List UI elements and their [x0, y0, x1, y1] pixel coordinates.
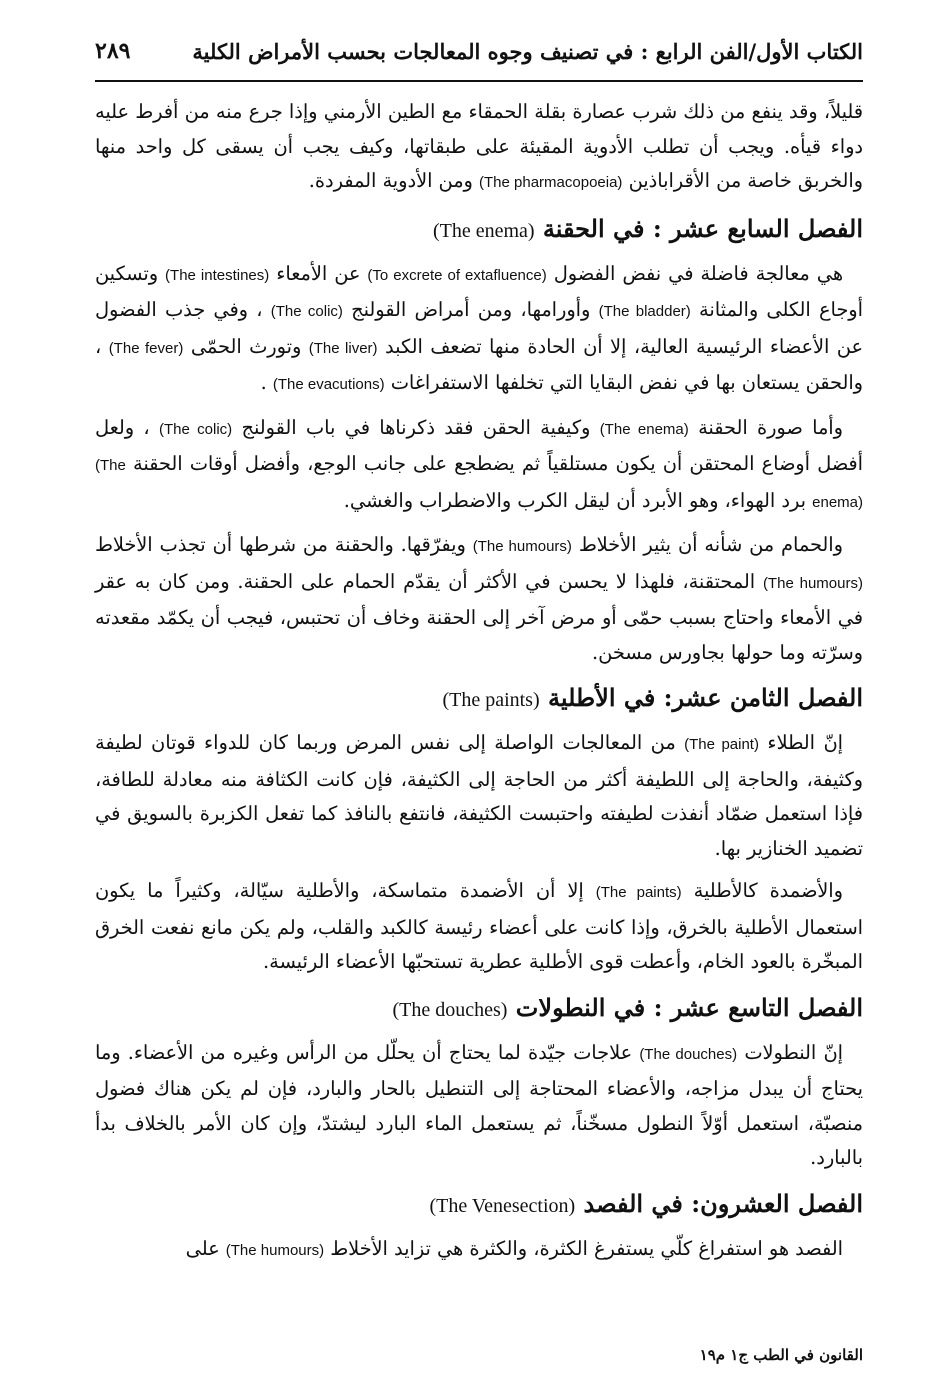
text-run: برد الهواء، وهو الأبرد أن ليقل الكرب والاضطراب والغشي.: [343, 488, 806, 512]
paragraph: [95, 257, 863, 403]
heading-arabic: الفصل التاسع عشر : في النطولات: [515, 992, 863, 1022]
text-run: والأضمدة كالأطلية: [693, 879, 843, 902]
page-number: ٢٨٩: [95, 38, 131, 64]
text-run: .: [260, 371, 267, 394]
paragraph: [95, 95, 863, 201]
text-run: ومن الأدوية المفردة.: [308, 169, 473, 192]
text-run: وتسكين أوجاع الكلى والمثانة: [95, 261, 863, 321]
english-term: (To excrete of extafluence): [367, 266, 547, 284]
text-run: وأما صورة الحقنة: [698, 415, 843, 439]
text-run: وأورامها، ومن أمراض القولنج: [351, 298, 591, 321]
english-term: (The bladder): [598, 303, 691, 320]
text-run: ويفرّقها. والحقنة من شرطها أن تجذب الأخلاط: [95, 533, 466, 556]
section-heading-20: [95, 1184, 863, 1226]
heading-arabic: الفصل الثامن عشر: في الأطلية: [547, 683, 863, 712]
text-run: والحمام من شأنه أن يثير الأخلاط: [578, 533, 843, 556]
text-run: المحتقنة، فلهذا لا يحسن في الأكثر أن يقدّم الحمام على الحقنة. ومن كان به عقر في الأمعاء واحتاج بسبب حمّى أو مرض آخر إلى الحقنة وخاف أن تحتبس، فيجب أن يكمّد مقعدته وسرّته وما حولها بجاورس مسخن.: [95, 569, 863, 664]
text-run: ، ولعل أفضل أوضاع المحتقن أن يكون مستلقياً ثم يضطجع على جانب الوجع، وأفضل أوقات الحقنة: [95, 415, 863, 475]
english-term: (The fever): [108, 339, 184, 357]
paragraph: [95, 874, 863, 980]
heading-english: (The Venesection): [429, 1194, 576, 1217]
english-term: (The paints): [595, 884, 682, 901]
text-run: إنّ الطلاء: [767, 731, 843, 754]
english-term: (The humours): [225, 1241, 325, 1259]
english-term: (The liver): [308, 339, 378, 357]
english-term: (The paint): [684, 736, 759, 753]
section-heading-19: [95, 988, 863, 1030]
text-run: ، والحقن يستعان بها في نفض البقايا التي تخلفها الاستفراغات: [95, 334, 863, 394]
running-head-title: الكتاب الأول/الفن الرابع : في تصنيف وجوه المعالجات بحسب الأمراض الكلية: [192, 38, 863, 64]
english-term: (The intestines): [165, 266, 270, 284]
text-run: إلا أن الأضمدة متماسكة، والأطلية سيّالة، وكثيراً ما يكون استعمال الأطلية بالخرق، وإذا كانت على أعضاء رئيسة كالكبد والقلب، ولم يكن مانع نفعت الخرق المبخّرة بالعود الخام، وأعطت قوى الأطلية عطرية تستحبّها الأعضاء الرئيسة.: [95, 879, 863, 973]
text-run: هي معالجة فاضلة في نفض الفضول: [553, 261, 843, 285]
heading-english: (The paints): [442, 689, 540, 711]
english-term: (The evacutions): [272, 376, 385, 393]
heading-arabic: الفصل السابع عشر : في الحقنة: [542, 213, 863, 243]
paragraph: [95, 726, 863, 866]
page-body: [95, 95, 863, 1276]
text-run: على: [185, 1236, 220, 1260]
paragraph: [95, 1036, 863, 1176]
text-run: الفصد هو استفراغ كلّي يستفرغ الكثرة، والكثرة هي تزايد الأخلاط: [330, 1236, 843, 1260]
english-term: (The enema): [95, 457, 863, 511]
heading-arabic: الفصل العشرون: في الفصد: [583, 1188, 863, 1218]
header-rule: [95, 80, 863, 82]
text-run: علاجات جيّدة لما يحتاج أن يحلّل من الرأس وغيره من الأعضاء. وما يحتاج أن يبدل مزاجه، والأعضاء المحتاجة إلى التنطيل بالحار والبارد، فإن لم يكن هناك فضول منصبّة، استعمل أوّلاً النطول مسخّناً، ثم يستعمل الماء البارد ليشتدّ، وإن كان الأمر بالخلاف بدأ بالبارد.: [95, 1040, 863, 1169]
heading-english: (The douches): [392, 998, 508, 1021]
english-term: (The colic): [158, 420, 233, 438]
text-run: وتورث الحمّى: [190, 334, 302, 358]
running-head: [95, 28, 863, 74]
english-term: (The pharmacopoeia): [479, 174, 623, 191]
text-run: عن الأمعاء: [276, 261, 361, 285]
english-term: (The humours): [472, 538, 572, 555]
section-heading-18: [95, 678, 863, 720]
text-run: إنّ النطولات: [744, 1040, 843, 1064]
paragraph: [95, 411, 863, 521]
page-footer: القانون في الطب ج١ م١٩: [699, 1346, 863, 1364]
text-run: من المعالجات الواصلة إلى نفس المرض وربما كان للدواء قوتان لطيفة وكثيفة، والحاجة إلى اللطيفة أكثر من الحاجة إلى الكثيفة، فإن كانت الكثافة منه معادلة للطافة، فإذا استعمل ضمّاد أنفذت لطيفته واحتبست الكثيفة، فانتفع بالنافذ كما تفعل الكزبرة بالسويق في تضميد الخنازير بها.: [95, 731, 863, 860]
english-term: (The enema): [599, 420, 689, 438]
heading-english: (The enema): [432, 219, 535, 242]
section-heading-17: [95, 209, 863, 251]
english-term: (The colic): [270, 303, 343, 320]
text-run: قليلاً، وقد ينفع من ذلك شرب عصارة بقلة الحمقاء مع الطين الأرمني وإذا جرع منه من أفرط عليه دواء قيأه. ويجب أن تطلب الأدوية المقيئة على طبقاتها، وكيف يجب أن يسقى كل واحد منها والخربق خاصة من الأقراباذين: [95, 100, 863, 192]
text-run: وكيفية الحقن فقد ذكرناها في باب القولنج: [241, 415, 591, 439]
english-term: (The douches): [639, 1045, 738, 1063]
paragraph: [95, 1232, 863, 1269]
text-run: ، وفي جذب الفضول عن الأعضاء الرئيسية العالية، إلا أن الحادة منها تضعف الكبد: [95, 298, 863, 358]
english-term: (The humours): [762, 574, 863, 592]
paragraph: [95, 528, 863, 670]
